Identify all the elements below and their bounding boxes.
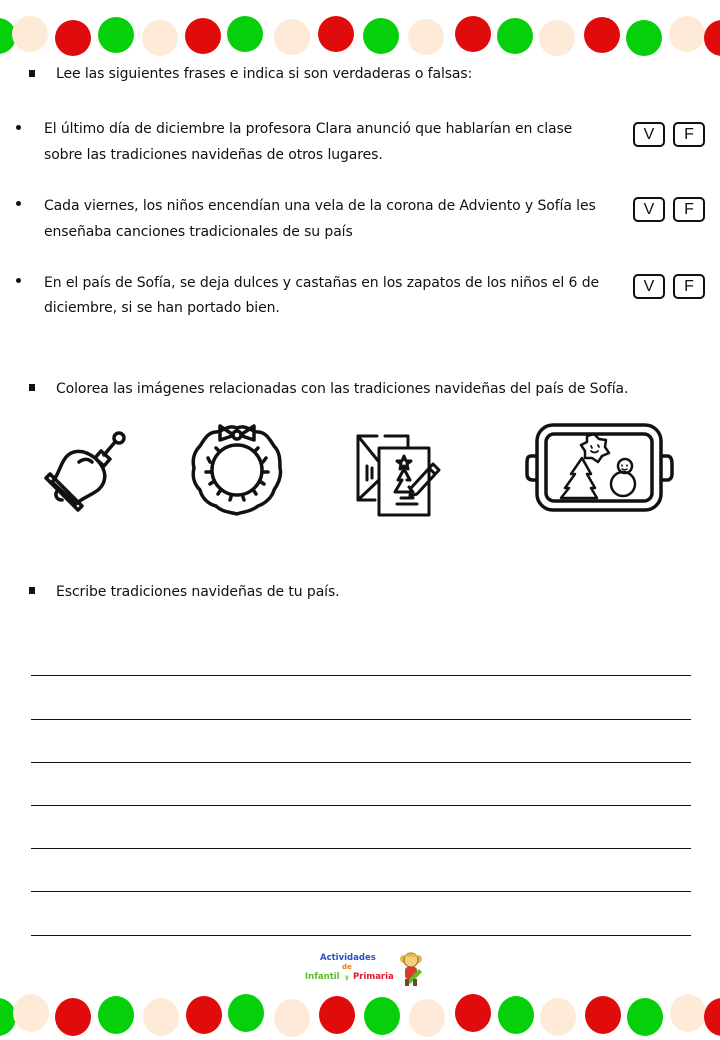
dot-green bbox=[98, 996, 134, 1034]
statement-1-false-box[interactable]: F bbox=[673, 122, 705, 147]
statement-1-true-box[interactable]: V bbox=[633, 122, 665, 147]
dot-green bbox=[498, 996, 534, 1034]
section1-instruction: Lee las siguientes frases e indica si son verdaderas o falsas: bbox=[56, 66, 473, 82]
statement-1-line-2: sobre las tradiciones navideñas de otros lugares. bbox=[44, 147, 383, 163]
dot-red bbox=[455, 994, 491, 1032]
logo-text-infantil: Infantil bbox=[305, 972, 340, 982]
logo-text-actividades: Actividades bbox=[320, 953, 376, 963]
dot-green bbox=[364, 997, 400, 1035]
dot-cream bbox=[540, 998, 576, 1036]
logo-text-de: de bbox=[342, 963, 352, 971]
dot-green bbox=[627, 998, 663, 1036]
dot-red bbox=[704, 998, 720, 1036]
dot-red bbox=[585, 996, 621, 1034]
dot-cream bbox=[670, 994, 706, 1032]
dot-green bbox=[228, 994, 264, 1032]
statement-3-line-2: diciembre, si se han portado bien. bbox=[44, 300, 280, 316]
dot-cream bbox=[409, 999, 445, 1037]
statement-1-line-1: El último día de diciembre la profesora Clara anunció que hablarían en clase bbox=[44, 121, 573, 137]
dot-cream bbox=[274, 999, 310, 1037]
dot-cream bbox=[13, 994, 49, 1032]
statement-3-true-box[interactable]: V bbox=[633, 274, 665, 299]
statement-2-line-1: Cada viernes, los niños encendían una vela de la corona de Adviento y Sofía les bbox=[44, 198, 596, 214]
section2-instruction: Colorea las imágenes relacionadas con las tradiciones navideñas del país de Sofía. bbox=[56, 381, 629, 397]
dot-cream bbox=[143, 998, 179, 1036]
statement-3-false-box[interactable]: F bbox=[673, 274, 705, 299]
statement-3-line-1: En el país de Sofía, se deja dulces y castañas en los zapatos de los niños el 6 de bbox=[44, 275, 600, 291]
statement-2-false-box[interactable]: F bbox=[673, 197, 705, 222]
dot-red bbox=[319, 996, 355, 1034]
statement-2-true-box[interactable]: V bbox=[633, 197, 665, 222]
logo-text-primaria: Primaria bbox=[353, 972, 394, 982]
statement-2-line-2: enseñaba canciones tradicionales de su país bbox=[44, 224, 353, 240]
logo-text-y: y bbox=[345, 974, 349, 981]
dot-red bbox=[55, 998, 91, 1036]
section3-instruction: Escribe tradiciones navideñas de tu país. bbox=[56, 584, 340, 600]
dot-red bbox=[186, 996, 222, 1034]
